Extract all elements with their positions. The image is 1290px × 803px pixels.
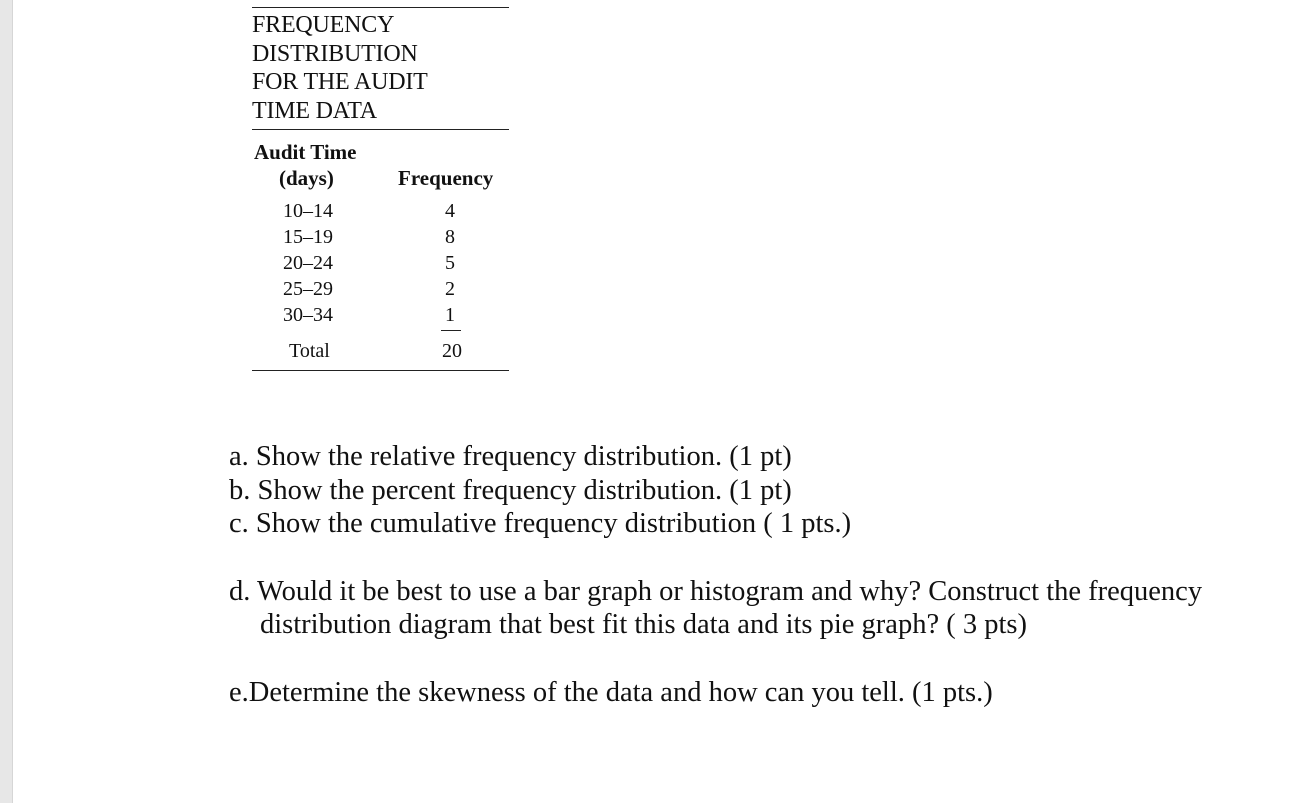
row-frequency: 1 bbox=[445, 304, 455, 326]
table-title-line: DISTRIBUTION bbox=[252, 40, 418, 67]
questions-list bbox=[229, 440, 1269, 709]
row-range: 10–14 bbox=[283, 200, 333, 222]
table-row bbox=[252, 302, 509, 328]
sum-divider bbox=[252, 328, 509, 338]
row-frequency: 4 bbox=[445, 200, 455, 222]
total-value: 20 bbox=[442, 340, 462, 362]
table-row bbox=[252, 276, 509, 302]
row-range: 25–29 bbox=[283, 278, 333, 300]
table-row bbox=[252, 250, 509, 276]
frequency-table bbox=[252, 0, 509, 371]
total-row bbox=[252, 338, 509, 368]
row-frequency: 8 bbox=[445, 226, 455, 248]
table-title-line: FREQUENCY bbox=[252, 12, 395, 38]
table-top-rule bbox=[252, 7, 509, 8]
row-frequency: 5 bbox=[445, 252, 455, 274]
spacer bbox=[229, 642, 1269, 676]
table-row bbox=[252, 198, 509, 224]
question-b: b. Show the percent frequency distribution. (1 pt) bbox=[229, 474, 792, 506]
table-title-line: TIME DATA bbox=[252, 97, 377, 124]
question-c: c. Show the cumulative frequency distribution ( 1 pts.) bbox=[229, 508, 852, 539]
total-label: Total bbox=[289, 340, 330, 362]
page-left-edge bbox=[0, 0, 13, 803]
spacer bbox=[229, 541, 1269, 575]
table-header bbox=[252, 130, 509, 198]
row-range: 30–34 bbox=[283, 304, 333, 326]
question-e: e.Determine the skewness of the data and how can you tell. (1 pts.) bbox=[229, 676, 993, 708]
row-range: 15–19 bbox=[283, 226, 333, 248]
table-row bbox=[252, 224, 509, 250]
header-days: (days) bbox=[279, 166, 334, 190]
table-title-line: FOR THE AUDIT bbox=[252, 69, 428, 95]
header-audit-time: Audit Time bbox=[254, 140, 357, 164]
header-frequency: Frequency bbox=[398, 166, 494, 190]
sum-dash bbox=[441, 330, 461, 331]
row-range: 20–24 bbox=[283, 252, 333, 274]
table-title bbox=[252, 11, 509, 129]
question-a: a. Show the relative frequency distribution. (1 pt) bbox=[229, 441, 792, 472]
question-d: d. Would it be best to use a bar graph or histogram and why? Construct the frequency distribution diagram that best fit this data and its pie graph? ( 3 pts) bbox=[229, 575, 1203, 640]
table-bottom-rule bbox=[252, 370, 509, 371]
row-frequency: 2 bbox=[445, 278, 455, 300]
